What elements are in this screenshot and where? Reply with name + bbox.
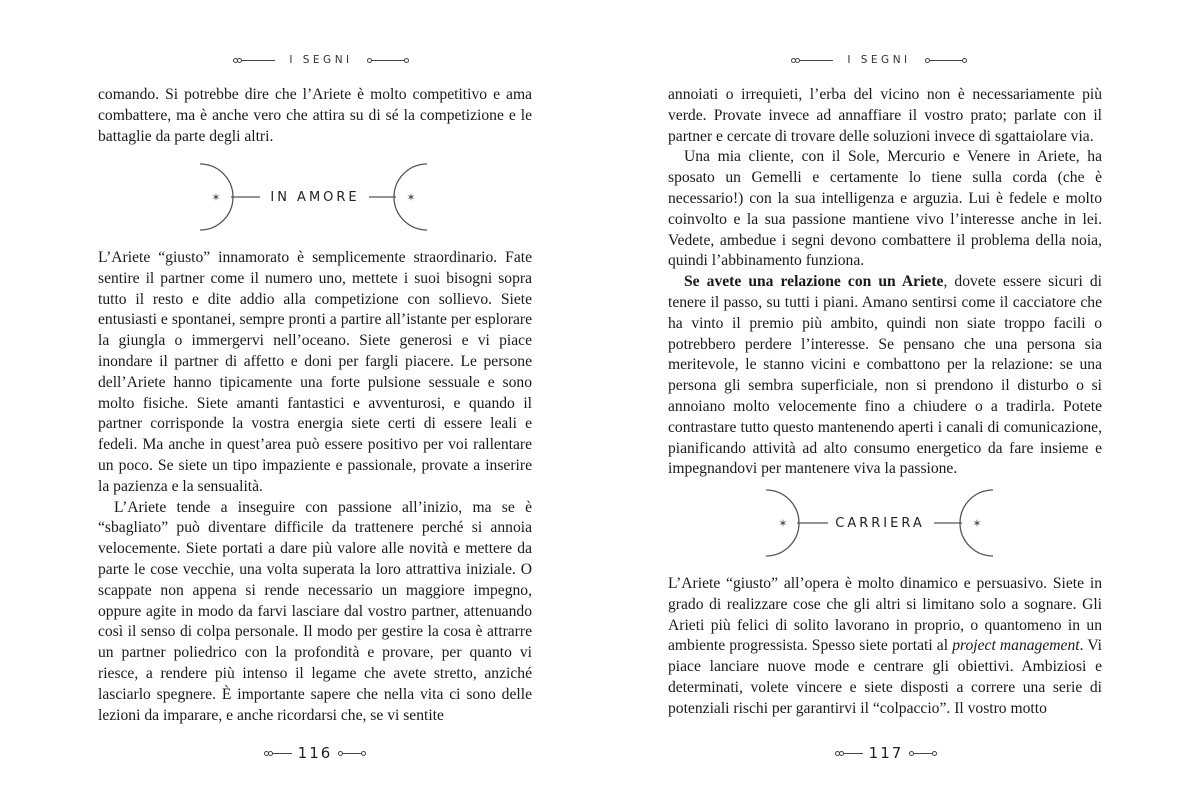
paragraph	[668, 574, 1102, 720]
paragraph	[668, 272, 1102, 480]
paragraph: L’Ariete tende a inseguire con passione all’inizio, ma se è “sbagliato” può diventare difficile da trattenere perché si annoia velocemente. Siete portati a dare più valore alle novità e mettere da parte le cose vecchie, una volta superata la loro attrattiva iniziale. O scappate non appena si rende necessario un maggiore impegno, oppure agite in modo da farvi lasciare dal vostro partner, attenuando così il senso di colpa personale. Il modo per gestire la cosa è attrarre un partner poliedrico con la profondità e provare, per quanto vi riesce, a rendere più intenso il legame che avete stretto, anziché lasciarlo spegnere. È importante sapere che nella vita ci sono delle lezioni da imparare, e anche ricordarsi che, se vi sentite	[98, 498, 532, 724]
body-text-top	[98, 85, 532, 147]
section-title: IN AMORE	[270, 189, 360, 205]
section-heading-in-amore	[0, 152, 600, 242]
running-head-text: I SEGNI	[847, 54, 911, 66]
page-number-text: 117	[868, 744, 904, 762]
running-head-text: I SEGNI	[289, 54, 353, 66]
paragraph: L’Ariete “giusto” innamorato è semplicemente straordinario. Fate sentire il partner come il numero uno, mettete i suoi bisogni sopra tutto il resto e dite addio alla competizione con sollievo. Siete entusiasti e spontanei, sempre pronti a partire all’istante per esplorare la giungla o immergervi nell’oceano. Siete generosi e vi piace inondare il partner di affetto e doni per fargli piacere. Le persone dell’Ariete hanno tipicamente una forte pulsione sessuale e sono molto fisiche. Siete amanti fantastici e avventurosi, e quando il partner corrisponde la vostra energia siete certi di essere leali e fedeli. Ma anche in quest’area può essere positivo per voi rallentare un poco. Se siete un tipo impaziente e passionale, provate a inserire la pazienza e la sensualità.	[98, 249, 532, 495]
body-text-top	[668, 85, 1102, 480]
ornament-line	[925, 60, 963, 61]
ornament-line	[367, 60, 405, 61]
section-title: CARRIERA	[835, 515, 925, 531]
svg-text:✶: ✶	[406, 191, 416, 204]
italic-term: project management	[952, 637, 1080, 655]
paragraph: comando. Si potrebbe dire che l’Ariete è molto competitivo e ama combattere, ma è anche vero che attira su di sé la competizione e le battaglie da parte degli altri.	[98, 86, 532, 145]
ornament-line	[909, 753, 933, 754]
svg-text:✶: ✶	[211, 191, 221, 204]
ornament-line	[237, 60, 275, 61]
page-number	[586, 744, 1186, 762]
paragraph: Una mia cliente, con il Sole, Mercurio e Venere in Ariete, ha sposato un Gemelli e certamente lo tiene sulla corda (che è necessario!) con la sua intelligenza e arguzia. Lui è fedele e molto coinvolto e la sua passione mantiene vivo l’interesse anche in lei. Vedete, ambedue i segni devono combattere il problema della noia, quindi l’abbinamento funziona.	[668, 148, 1102, 270]
paragraph: annoiati o irrequieti, l’erba del vicino non è necessariamente più verde. Provate invece ad annaffiare il vostro prato; parlate con il partner e cercate di trovare delle soluzioni invece di sgattaiolare via.	[668, 86, 1102, 145]
paragraph-rest: , dovete essere sicuri di tenere il passo, su tutti i piani. Amano sentirsi come il cacciatore che ha vinto il premio più ambito, quindi non siate troppo facili o potrebbero perdere l’interesse. Se pensano che una persona sia meritevole, le stanno vicini e combattono per la relazione: se una persona gli sembra superficiale, non si prendono il disturbo o si annoiano molto velocemente fino a chiudere o a tradirla. Potete contrastare tutto questo mantenendo aperti i canali di comunicazione, pianificando attività ad alto consumo energetico da fare insieme e impegnandovi per mantenere viva la passione.	[668, 273, 1102, 478]
page-number-text: 116	[297, 744, 333, 762]
body-text-main	[98, 248, 532, 726]
svg-text:✶: ✶	[778, 517, 788, 530]
running-head	[579, 54, 1179, 66]
ornament-line	[338, 753, 362, 754]
body-text-main	[668, 574, 1102, 720]
section-heading-carriera	[600, 478, 1200, 568]
ornament-line	[795, 60, 833, 61]
ornament-line	[839, 753, 863, 754]
svg-text:✶: ✶	[972, 517, 982, 530]
running-head	[21, 54, 621, 66]
paragraph-part: L’Ariete “giusto” all’opera è molto dinamico e persuasivo. Siete in grado di realizzare cose che gli altri si limitano solo a sognare. Gli Arieti più felici di solito lavorano in proprio, o quantomeno in un ambiente progressista. Spesso siete portati al	[668, 575, 1102, 655]
ornament-line	[268, 753, 292, 754]
bold-lead: Se avete una relazione con un Ariete	[684, 273, 944, 291]
right-page	[600, 0, 1200, 806]
paragraph-part: . Vi piace lanciare nuove mode e centrare gli obiettivi. Ambiziosi e determinati, volete vincere e siete disposti a correre una serie di potenziali rischi per garantirvi il “colpaccio”. Il vostro motto	[668, 637, 1102, 717]
page-number	[15, 744, 615, 762]
